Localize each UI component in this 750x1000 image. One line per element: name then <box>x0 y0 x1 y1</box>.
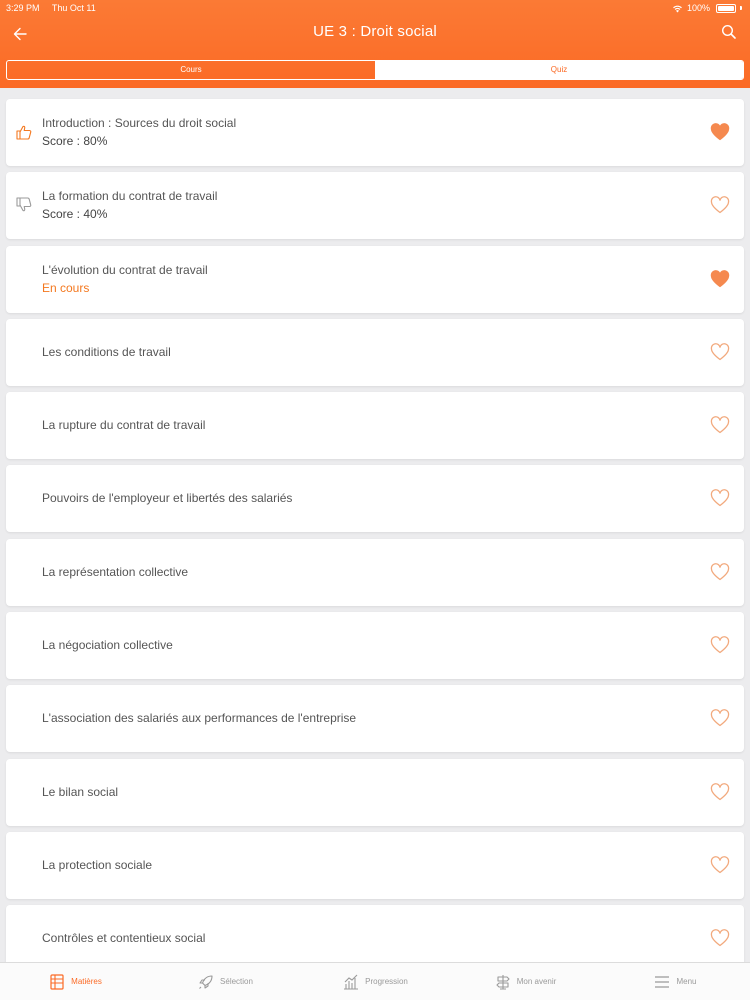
chapter-card[interactable] <box>6 465 744 532</box>
status-bar <box>0 0 750 16</box>
tab-rocket[interactable] <box>150 963 300 1000</box>
heart-filled-icon[interactable] <box>710 270 730 288</box>
chapter-title: La négociation collective <box>42 638 173 653</box>
bar-chart-icon <box>342 973 360 991</box>
chapter-title: L'association des salariés aux performances de l'entreprise <box>42 711 357 726</box>
tab-hamburger[interactable] <box>600 963 750 1000</box>
chapter-title: Le bilan social <box>42 784 119 799</box>
nav-bar <box>0 16 750 56</box>
rocket-icon <box>197 973 215 991</box>
chapter-card[interactable] <box>6 612 744 679</box>
tab-label: Sélection <box>220 977 253 986</box>
chapter-card[interactable] <box>6 392 744 459</box>
hamburger-icon <box>653 973 671 991</box>
status-time: 3:29 PM <box>6 3 40 13</box>
chapter-card[interactable] <box>6 759 744 826</box>
search-icon[interactable] <box>720 23 738 41</box>
segment-quiz[interactable]: Quiz <box>375 61 743 79</box>
chapter-title: Contrôles et contentieux social <box>42 931 206 946</box>
chapter-title: La formation du contrat de travail <box>42 189 218 204</box>
chapter-card[interactable] <box>6 246 744 313</box>
battery-icon <box>716 4 736 13</box>
score-label: Score : 40% <box>42 207 108 222</box>
in-progress-label: En cours <box>42 280 90 295</box>
books-icon <box>48 973 66 991</box>
page-title: UE 3 : Droit social <box>313 23 437 40</box>
chapter-title: Introduction : Sources du droit social <box>42 116 237 130</box>
chapter-list <box>6 99 744 979</box>
chapter-title: La rupture du contrat de travail <box>42 418 206 433</box>
segmented-control <box>6 60 744 80</box>
tab-label: Matières <box>71 977 102 986</box>
chapter-card[interactable] <box>6 539 744 606</box>
heart-outline-icon[interactable] <box>710 196 730 214</box>
heart-filled-icon[interactable] <box>710 123 730 141</box>
chapter-card[interactable] <box>6 99 744 166</box>
chapter-title: La représentation collective <box>42 564 189 579</box>
heart-outline-icon[interactable] <box>710 489 730 507</box>
thumbs-down-icon <box>15 196 33 214</box>
battery-percent: 100% <box>686 3 710 13</box>
chapter-title: La protection sociale <box>42 857 153 872</box>
chapter-card[interactable] <box>6 319 744 386</box>
heart-outline-icon[interactable] <box>710 709 730 727</box>
chapter-card[interactable] <box>6 172 744 239</box>
heart-outline-icon[interactable] <box>710 563 730 581</box>
chapter-title: Pouvoirs de l'employeur et libertés des salariés <box>42 491 293 506</box>
thumbs-up-icon <box>15 123 33 141</box>
tab-label: Menu <box>676 977 697 986</box>
signpost-icon <box>494 973 512 991</box>
heart-outline-icon[interactable] <box>710 929 730 947</box>
wifi-icon <box>672 4 683 13</box>
chapter-title: L'évolution du contrat de travail <box>42 262 208 277</box>
segment-courses[interactable]: Cours <box>180 65 202 74</box>
tab-label: Progression <box>365 977 408 986</box>
heart-outline-icon[interactable] <box>710 416 730 434</box>
heart-outline-icon[interactable] <box>710 636 730 654</box>
app-header <box>0 0 750 88</box>
tab-bar-chart[interactable] <box>300 963 450 1000</box>
chapter-title: Les conditions de travail <box>42 344 171 359</box>
heart-outline-icon[interactable] <box>710 343 730 361</box>
tab-label: Mon avenir <box>516 977 557 986</box>
tab-signpost[interactable] <box>450 963 600 1000</box>
heart-outline-icon[interactable] <box>710 783 730 801</box>
heart-outline-icon[interactable] <box>710 856 730 874</box>
chapter-card[interactable] <box>6 685 744 752</box>
status-date: Thu Oct 11 <box>51 3 96 13</box>
tab-bar <box>0 962 750 1000</box>
tab-books[interactable] <box>0 963 150 1000</box>
score-label: Score : 80% <box>42 134 108 148</box>
chapter-card[interactable] <box>6 832 744 899</box>
